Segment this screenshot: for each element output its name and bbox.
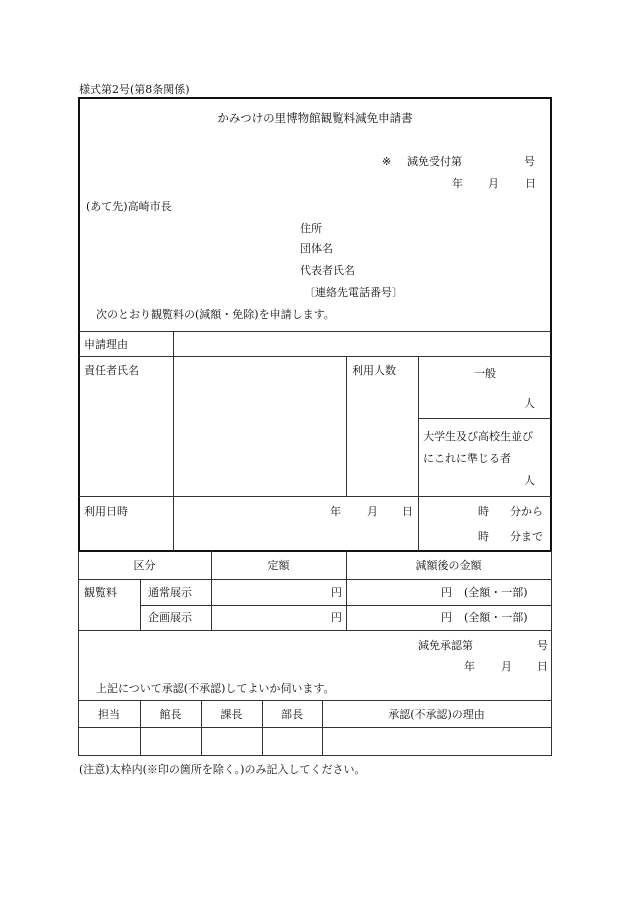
usage-year: 年 bbox=[330, 505, 341, 518]
responsible-person-label: 責任者氏名 bbox=[84, 364, 139, 377]
form-number: 様式第2号(第8条関係) bbox=[79, 83, 190, 96]
approval-month: 月 bbox=[501, 660, 512, 673]
students-person-unit: 人 bbox=[524, 474, 535, 487]
regular-exhibit-label: 通常展示 bbox=[148, 586, 192, 599]
col-director: 館長 bbox=[159, 708, 182, 721]
regular-after-yen: 円 bbox=[441, 586, 452, 599]
receipt-number-suffix: 号 bbox=[524, 155, 535, 168]
end-hour-label: 時 bbox=[478, 530, 489, 543]
special-option: (全額・一部) bbox=[464, 611, 528, 624]
regular-fixed-yen: 円 bbox=[331, 586, 342, 599]
end-minute-label: 分まで bbox=[510, 530, 543, 543]
special-after-yen: 円 bbox=[441, 611, 452, 624]
form-title: かみつけの里博物館観覧料減免申請書 bbox=[217, 111, 413, 125]
regular-option: (全額・一部) bbox=[464, 586, 528, 599]
representative-label: 代表者氏名 bbox=[300, 264, 355, 277]
request-text: 次のとおり観覧料の(減額・免除)を申請します。 bbox=[96, 308, 335, 321]
application-day: 日 bbox=[525, 177, 536, 190]
col-approval-reason: 承認(不承認)の理由 bbox=[388, 708, 485, 721]
usage-datetime-label: 利用日時 bbox=[84, 505, 128, 518]
phone-label: 〔連絡先電話番号〕 bbox=[304, 286, 403, 299]
special-exhibit-label: 企画展示 bbox=[148, 611, 192, 624]
users-count-label: 利用人数 bbox=[352, 364, 396, 377]
address-label: 住所 bbox=[300, 222, 322, 235]
fee-header-category: 区分 bbox=[133, 559, 156, 572]
special-fixed-yen: 円 bbox=[331, 611, 342, 624]
col-department-head: 部長 bbox=[281, 708, 303, 721]
students-label-1: 大学生及び高校生並び bbox=[423, 430, 533, 443]
col-staff: 担当 bbox=[98, 708, 120, 721]
fee-header-fixed: 定額 bbox=[267, 559, 290, 572]
office-use-mark: ※ bbox=[382, 155, 392, 168]
receipt-number-label: 減免受付第 bbox=[407, 155, 462, 168]
start-minute-label: 分から bbox=[510, 505, 543, 518]
start-hour-label: 時 bbox=[478, 505, 489, 518]
addressee: (あて先)高崎市長 bbox=[86, 200, 172, 213]
fee-header-reduced: 減額後の金額 bbox=[415, 559, 482, 572]
general-person-unit: 人 bbox=[524, 397, 535, 410]
approval-number-label: 減免承認第 bbox=[418, 639, 473, 652]
approval-day: 日 bbox=[537, 660, 548, 673]
reason-label: 申請理由 bbox=[84, 338, 128, 351]
general-label: 一般 bbox=[474, 367, 496, 380]
application-month: 月 bbox=[488, 177, 499, 190]
approval-number-suffix: 号 bbox=[537, 639, 548, 652]
students-label-2: にこれに準じる者 bbox=[423, 452, 511, 465]
approval-text: 上記について承認(不承認)してよいか伺います。 bbox=[96, 682, 335, 695]
col-section-chief: 課長 bbox=[220, 708, 243, 721]
application-year: 年 bbox=[452, 177, 463, 190]
approval-year: 年 bbox=[464, 660, 475, 673]
application-box bbox=[78, 97, 552, 552]
usage-month: 月 bbox=[367, 505, 378, 518]
organization-label: 団体名 bbox=[300, 242, 333, 255]
fee-category-label: 観覧料 bbox=[84, 586, 117, 599]
usage-day: 日 bbox=[402, 505, 413, 518]
footnote: (注意)太枠内(※印の箇所を除く。)のみ記入してください。 bbox=[79, 763, 366, 776]
